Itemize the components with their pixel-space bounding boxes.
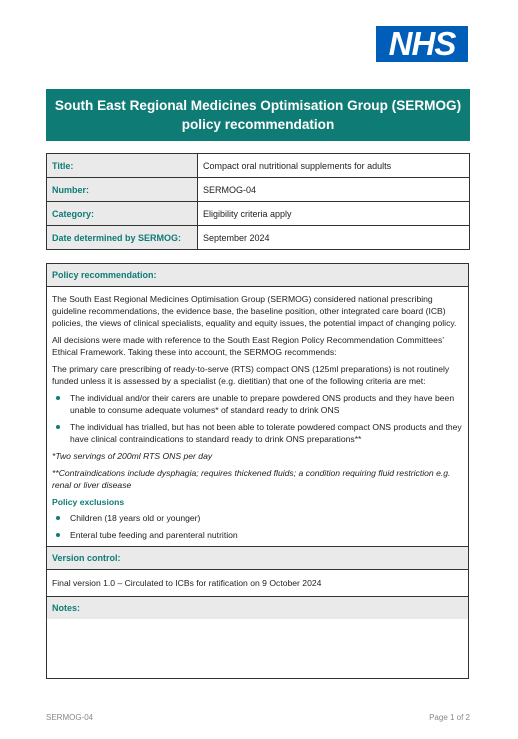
policy-box [46, 263, 469, 679]
meta-value: Eligibility criteria apply [198, 202, 470, 226]
table-row [47, 202, 470, 226]
policy-paragraph: The South East Regional Medicines Optimisation Group (SERMOG) considered national prescribing guideline recommendations, the evidence base, the baseline position, other integrated care board (ICB) policies, the views of clinical specialists, equality and equity issues, the potential impact of changing policy. [52, 294, 457, 328]
list-item [52, 392, 463, 416]
footer-page-number: Page 1 of 2 [429, 713, 470, 722]
exclusion-text: Children (18 years old or younger) [70, 513, 201, 523]
list-item [52, 529, 463, 541]
list-item [52, 421, 463, 445]
meta-value: September 2024 [198, 226, 470, 250]
table-row [47, 226, 470, 250]
document-title-banner [46, 89, 470, 141]
meta-label: Number: [47, 178, 198, 202]
bullet-icon [56, 396, 60, 400]
list-item [52, 512, 463, 524]
nhs-logo: NHS [376, 26, 468, 62]
banner-line-1: South East Regional Medicines Optimisation Group (SERMOG) [54, 98, 462, 113]
footnote-servings: *Two servings of 200ml RTS ONS per day [52, 451, 213, 461]
meta-value: Compact oral nutritional supplements for adults [198, 154, 470, 178]
bullet-icon [56, 425, 60, 429]
version-text: Final version 1.0 – Circulated to ICBs for ratification on 9 October 2024 [47, 570, 468, 597]
criteria-list [52, 392, 463, 445]
criteria-text: The individual and/or their carers are unable to prepare powdered ONS products and they have been unable to consume adequate volumes* of standard ready to drink ONS [70, 393, 455, 415]
exclusions-list [52, 512, 463, 541]
table-row [47, 178, 470, 202]
criteria-text: The individual has trialled, but has not been able to tolerate powdered compact ONS products and they have clinical contraindications to standard ready to drink ONS preparations** [70, 422, 462, 444]
footnote-contraindications: **Contraindications include dysphagia; requires thickened fluids; a condition requiring fluid restriction e.g. renal or liver disease [52, 468, 451, 490]
meta-label: Category: [47, 202, 198, 226]
meta-label: Title: [47, 154, 198, 178]
banner-line-2: policy recommendation [181, 117, 335, 132]
metadata-table [46, 153, 470, 250]
bullet-icon [56, 516, 60, 520]
exclusions-heading: Policy exclusions [52, 497, 125, 507]
bullet-icon [56, 533, 60, 537]
exclusion-text: Enteral tube feeding and parenteral nutrition [70, 530, 238, 540]
notes-heading: Notes: [47, 597, 468, 619]
table-row [47, 154, 470, 178]
policy-paragraph: All decisions were made with reference to the South East Region Policy Recommendation Committees’ Ethical Framework. Taking these into account, the SERMOG recommends: [52, 335, 444, 357]
meta-value: SERMOG-04 [198, 178, 470, 202]
policy-heading: Policy recommendation: [47, 264, 468, 287]
version-heading: Version control: [47, 546, 468, 570]
policy-body [47, 287, 468, 541]
footer-document-number: SERMOG-04 [46, 713, 94, 722]
policy-paragraph: The primary care prescribing of ready-to-serve (RTS) compact ONS (125ml preparations) is not routinely funded unless it is assessed by a specialist (e.g. dietitian) that one of the following criteria are met: [52, 364, 450, 386]
meta-label: Date determined by SERMOG: [47, 226, 198, 250]
